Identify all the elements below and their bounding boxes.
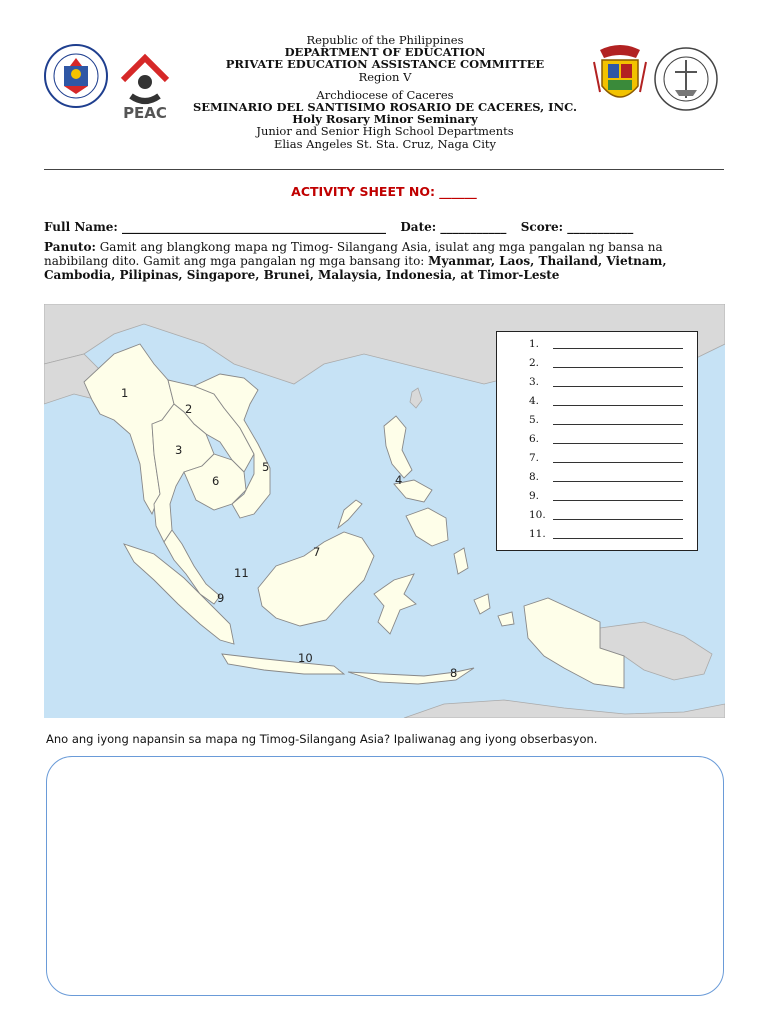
answer-blank[interactable] (553, 538, 683, 539)
student-info-fields (44, 220, 734, 234)
answer-row-11[interactable] (529, 526, 689, 542)
header-line-deped: DEPARTMENT OF EDUCATION (284, 45, 486, 60)
header-line-peac: PRIVATE EDUCATION ASSISTANCE COMMITTEE (225, 57, 545, 72)
instructions-label: Panuto: (44, 240, 96, 254)
answer-row-4[interactable] (529, 393, 689, 409)
map-label-4: 4 (395, 473, 403, 487)
answer-row-1[interactable] (529, 336, 689, 352)
header-divider (44, 169, 724, 170)
answer-blank[interactable] (553, 424, 683, 425)
answer-row-9[interactable] (529, 488, 689, 504)
instructions (44, 240, 724, 282)
map-label-7: 7 (313, 545, 321, 559)
answer-number: 8. (529, 471, 540, 483)
header-line-departments: Junior and Senior High School Departments (256, 124, 514, 139)
answer-blank[interactable] (553, 348, 683, 349)
map-label-2: 2 (185, 402, 193, 416)
answer-number: 1. (529, 338, 540, 350)
answer-blank[interactable] (553, 481, 683, 482)
header-line-archdiocese: Archdiocese of Caceres (316, 87, 454, 102)
answer-row-7[interactable] (529, 450, 689, 466)
answer-row-2[interactable] (529, 355, 689, 371)
answer-number: 6. (529, 433, 540, 445)
map-label-6: 6 (212, 474, 220, 488)
answer-row-3[interactable] (529, 374, 689, 390)
answer-number: 10. (529, 509, 546, 521)
school-header (150, 34, 620, 150)
answer-blank[interactable] (553, 500, 683, 501)
map-label-5: 5 (262, 460, 270, 474)
map-label-9: 9 (217, 591, 225, 605)
header-line-address: Elias Angeles St. Sta. Cruz, Naga City (273, 136, 497, 151)
answer-row-6[interactable] (529, 431, 689, 447)
answer-number: 7. (529, 452, 540, 464)
answer-number-box (496, 331, 698, 551)
map-label-1: 1 (121, 386, 129, 400)
map-label-11: 11 (234, 566, 249, 580)
answer-number: 5. (529, 414, 540, 426)
instructions-country-list: Myanmar, Laos, Thailand, Vietnam, Cambodia, Pilipinas, Singapore, Brunei, Malaysia, Indonesia, at Timor-Leste (44, 254, 667, 282)
answer-blank[interactable] (553, 443, 683, 444)
header-line-republic: Republic of the Philippines (306, 33, 464, 47)
answer-number: 11. (529, 528, 546, 540)
observation-answer-box[interactable] (46, 756, 724, 996)
instructions-text: Gamit ang blangkong mapa ng Timog- Silangang Asia, isulat ang mga pangalan ng bansa na nabibilang dito. Gamit ang mga pangalan ng mga bansang ito: (44, 240, 663, 268)
answer-blank[interactable] (553, 367, 683, 368)
answer-number: 9. (529, 490, 540, 502)
answer-number: 3. (529, 376, 540, 388)
deped-seal-logo (44, 44, 108, 108)
full-name-field[interactable]: Full Name: ____________________________________________ (44, 220, 387, 234)
map-label-10: 10 (298, 651, 313, 665)
answer-blank[interactable] (553, 405, 683, 406)
header-line-minor-seminary: Holy Rosary Minor Seminary (292, 112, 478, 127)
answer-blank[interactable] (553, 462, 683, 463)
header-line-seminary: SEMINARIO DEL SANTISIMO ROSARIO DE CACERES, INC. (192, 100, 578, 115)
date-field[interactable]: Date: ___________ (400, 220, 507, 234)
answer-number: 4. (529, 395, 540, 407)
observation-question: Ano ang iyong napansin sa mapa ng Timog-Silangang Asia? Ipaliwanag ang iyong obserbasyon. (46, 732, 598, 746)
answer-row-10[interactable] (529, 507, 689, 523)
answer-row-8[interactable] (529, 469, 689, 485)
answer-blank[interactable] (553, 386, 683, 387)
answer-blank[interactable] (553, 519, 683, 520)
peac-label: PEAC (123, 104, 167, 122)
activity-sheet-title: ACTIVITY SHEET NO: ______ (291, 184, 477, 199)
answer-number: 2. (529, 357, 540, 369)
answer-row-5[interactable] (529, 412, 689, 428)
seminary-seal-logo (653, 46, 719, 112)
map-label-8: 8 (450, 666, 458, 680)
map-label-3: 3 (175, 443, 183, 457)
score-field[interactable]: Score: ___________ (520, 220, 634, 234)
header-line-region: Region V (358, 69, 412, 84)
